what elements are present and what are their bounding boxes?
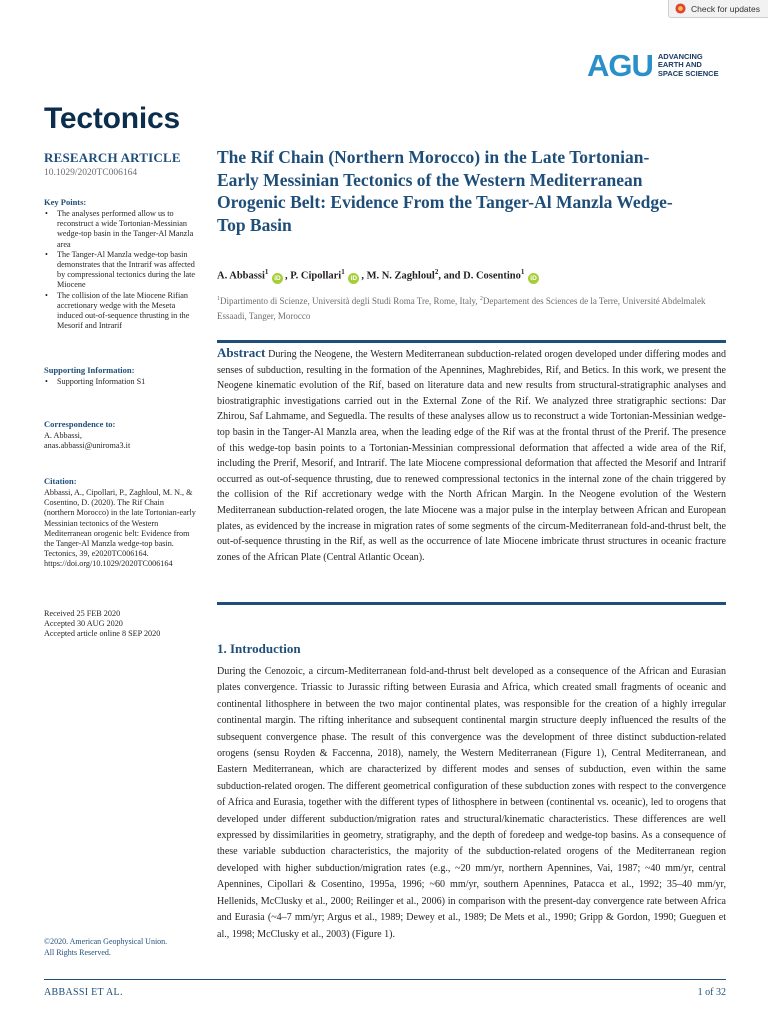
- agu-tagline: [658, 53, 719, 79]
- accepted-date: Accepted 30 AUG 2020: [44, 619, 123, 629]
- supporting-info-link[interactable]: • Supporting Information S1: [44, 377, 196, 387]
- author-name: M. N. Zaghloul: [366, 270, 435, 282]
- abstract-text: During the Neogene, the Western Mediterranean subduction-related orogen developed under differing modes and senses of subduction, resulting in the formation of the Apennines, Maghrebides, Rif, and Betics. In this work, we present the Neogene kinematic evolution of the Rif, based on literature data and new results from structural-stratigraphic analyses and biostratigraphic investigations carried out in the External Zone of the Rif. We analyzed three stratigraphic sections: Dar Zhirou, Saf Lahmame, and Seguedla. The results of these analyses allow us to reconstruct a wide Tortonian-Messinian wedge-top basin in the Tanger-Al Manzla area, when the leading edge of the Rif was at the frontal thrust of the Prerif. The presence of this wedge-top basin points to a Tortonian-Messinian compressional deformation that affected a wide area of the Rif, including the Prerif, Mesorif, and Intrarif. The late Miocene compressional deformation that affected the Mesorif and Intrarif occurred as out-of-sequence thrusting, due to renewed compressional tectonics in the internal zone of the chain triggered by the collision of the Rif accretionary wedge with the North African Margin. In the Neogene evolution of the Western Mediterranean subduction-related orogen, the late Miocene was a major pulse in the interplay between African and European plates, as evidenced by the increase in migration rates of some segments of the circum-Mediterranean fold-and-thrust belt, the out-of-sequence thrusting in the Rif, as well as the occurrence of late Miocene imbricate thrust structures in oceanic fracture zones of the African Plate (Central Atlantic Ocean).: [217, 349, 727, 563]
- check-updates-label: Check for updates: [691, 3, 760, 14]
- author-name: P. Cipollari: [290, 270, 342, 282]
- check-updates-icon: [675, 3, 686, 14]
- key-points-list: [44, 209, 196, 331]
- article-doi[interactable]: 10.1029/2020TC006164: [44, 168, 138, 178]
- author-affiliation-number: 1: [341, 268, 345, 276]
- affiliation-number: 2: [479, 296, 483, 302]
- introduction-text: During the Cenozoic, a circum-Mediterranean fold-and-thrust belt developed as a consequence of the African and Eurasian plates convergence. Triassic to Jurassic rifting between Eurasia and Africa, which created small fragments of oceanic and continental lithosphere in between the two major continental plates, was responsible for the creation of a highly irregular continental margin. The rifting inheritance and subsequent continental margin structure deeply influenced the results of the subsequent convergence phase. The result of this convergence was the development of three distinct subduction-related orogens (sensu Royden & Faccenna, 2018), namely, the Western Mediterranean (Figure 1), Central Mediterranean, and Eastern Mediterranean, which are characterized by different modes and senses of subduction, even within the same subduction-related orogen. The different geometrical configuration of these subduction zones with respect to the convergence of Africa and Eurasia, together with the different types of lithosphere in between (continental vs. oceanic), led to orogens that developed under different subduction/migration rates and structural/kinematic characteristics. These differences are well expressed by dissimilarities in geometry, stratigraphy, and the depth of foredeep and wedge-top basins. As a consequence of these variable subduction characteristics, the majority of the subduction-related orogens of the Mediterranean region developed with higher subduction/migration rates (e.g., ~20 mm/yr, northern Apennines, Vai, 1987; ~40 mm/yr, central Apennines, Cipollari & Cosentino, 1995a, 1996; ~60 mm/yr, southern Apennines, Patacca et al., 1992; 35–40 mm/yr, Hellenids, McClusky et al., 2000; Reilinger et al., 2006) in comparison with the present-day convergence rate between Africa and Eurasia (~4–7 mm/yr; Argus et al., 1989; Dewey et al., 1989; De Mets et al., 1990; Gripp & Gordon, 1990; Gueguen et al., 1998; McClusky et al., 2003) (Figure 1).: [217, 666, 726, 940]
- correspondence-heading: Correspondence to:: [44, 419, 116, 429]
- citation-text: Abbassi, A., Cipollari, P., Zaghloul, M. N., & Cosentino, D. (2020). The Rif Chain (northern Morocco) in the late Tortonian-early Messinian tectonics of the Western Mediterranean orogenic belt: Evidence from the Tanger-Al Manzla wedge-top basin. Tectonics, 39, e2020TC006164. https://doi.org/10.1029/2020TC006164: [44, 488, 196, 569]
- agu-mark: AGU: [587, 48, 653, 83]
- correspondence-name: A. Abbassi,: [44, 431, 82, 440]
- running-head: ABBASSI ET AL.: [44, 987, 123, 998]
- copyright-line: All Rights Reserved.: [44, 948, 111, 957]
- abstract: [217, 345, 726, 565]
- accepted-online-date: Accepted article online 8 SEP 2020: [44, 629, 161, 639]
- orcid-icon[interactable]: iD: [348, 273, 359, 284]
- author-affiliation-number: 1: [520, 268, 525, 276]
- article-title: The Rif Chain (Northern Morocco) in the Late Tortonian-Early Messinian Tectonics of the Western Mediterranean Orogenic Belt: Evidence From the Tanger-Al Manzla Wedge-Top Basin: [217, 147, 673, 235]
- affiliations: [217, 292, 725, 324]
- article-dates: [44, 609, 196, 640]
- author-affiliation-number: 2: [434, 268, 439, 276]
- received-date: Received 25 FEB 2020: [44, 609, 121, 618]
- agu-tagline-line: ADVANCING: [657, 51, 703, 61]
- author-name: A. Abbassi: [217, 270, 265, 282]
- article-type: RESEARCH ARTICLE: [44, 150, 181, 165]
- correspondence-email[interactable]: anas.abbassi@uniroma3.it: [44, 441, 131, 451]
- supporting-info-section: [44, 365, 196, 387]
- correspondence-section: [44, 419, 196, 451]
- author-list: A. Abbassi$^1$ iD , P. Cipollari$^1$ iD , M. N. Zaghloul$^2$, and D. Cosentino$^1$ iD: [217, 268, 541, 284]
- orcid-icon[interactable]: iD: [528, 273, 539, 284]
- agu-tagline-line: SPACE SCIENCE: [657, 68, 719, 78]
- author-affiliation-number: 1: [264, 268, 269, 276]
- key-points-heading: Key Points:: [44, 197, 87, 207]
- agu-tagline-line: EARTH AND: [657, 60, 702, 70]
- key-point-item: • The Tanger-Al Manzla wedge-top basin demonstrates that the Intrarif was affected by compressional tectonics during the late Miocene: [44, 250, 196, 291]
- affiliation-number: 1: [217, 296, 220, 302]
- key-points-section: [44, 197, 196, 331]
- key-point-item: • The analyses performed allow us to reconstruct a wide Tortonian-Messinian wedge-top basin in the Tanger-Al Manzla area: [44, 209, 196, 250]
- orcid-icon[interactable]: iD: [272, 273, 283, 284]
- page-number: 1 of 32: [697, 987, 726, 998]
- affiliation-text: Departement des Sciences de la Terre, Université Abdelmalek Essaadi, Tanger, Morocco: [217, 296, 706, 321]
- abstract-top-rule: [217, 340, 726, 343]
- copyright-line: ©2020. American Geophysical Union.: [44, 937, 168, 946]
- check-for-updates-button[interactable]: [668, 0, 768, 18]
- abstract-bottom-rule: [217, 602, 726, 605]
- section-heading: 1. Introduction: [217, 641, 301, 656]
- authors-conjunction: and: [443, 270, 461, 282]
- supporting-info-list: [44, 377, 196, 387]
- key-point-item: • The collision of the late Miocene Rifian accretionary wedge with the Meseta induced out-of-sequence thrusting in the Mesorif and Intrarif: [44, 291, 196, 332]
- affiliation-text: Dipartimento di Scienze, Università degli Studi Roma Tre, Rome, Italy,: [220, 296, 480, 306]
- abstract-label: Abstract: [217, 345, 266, 360]
- supporting-info-heading: Supporting Information:: [44, 365, 135, 375]
- footer-rule: [44, 979, 726, 980]
- publisher-logo: [587, 50, 719, 81]
- copyright-notice: [44, 936, 204, 958]
- author-name: D. Cosentino: [463, 270, 521, 282]
- citation-section: [44, 476, 196, 570]
- citation-heading: Citation:: [44, 476, 77, 486]
- journal-title: Tectonics: [44, 102, 181, 135]
